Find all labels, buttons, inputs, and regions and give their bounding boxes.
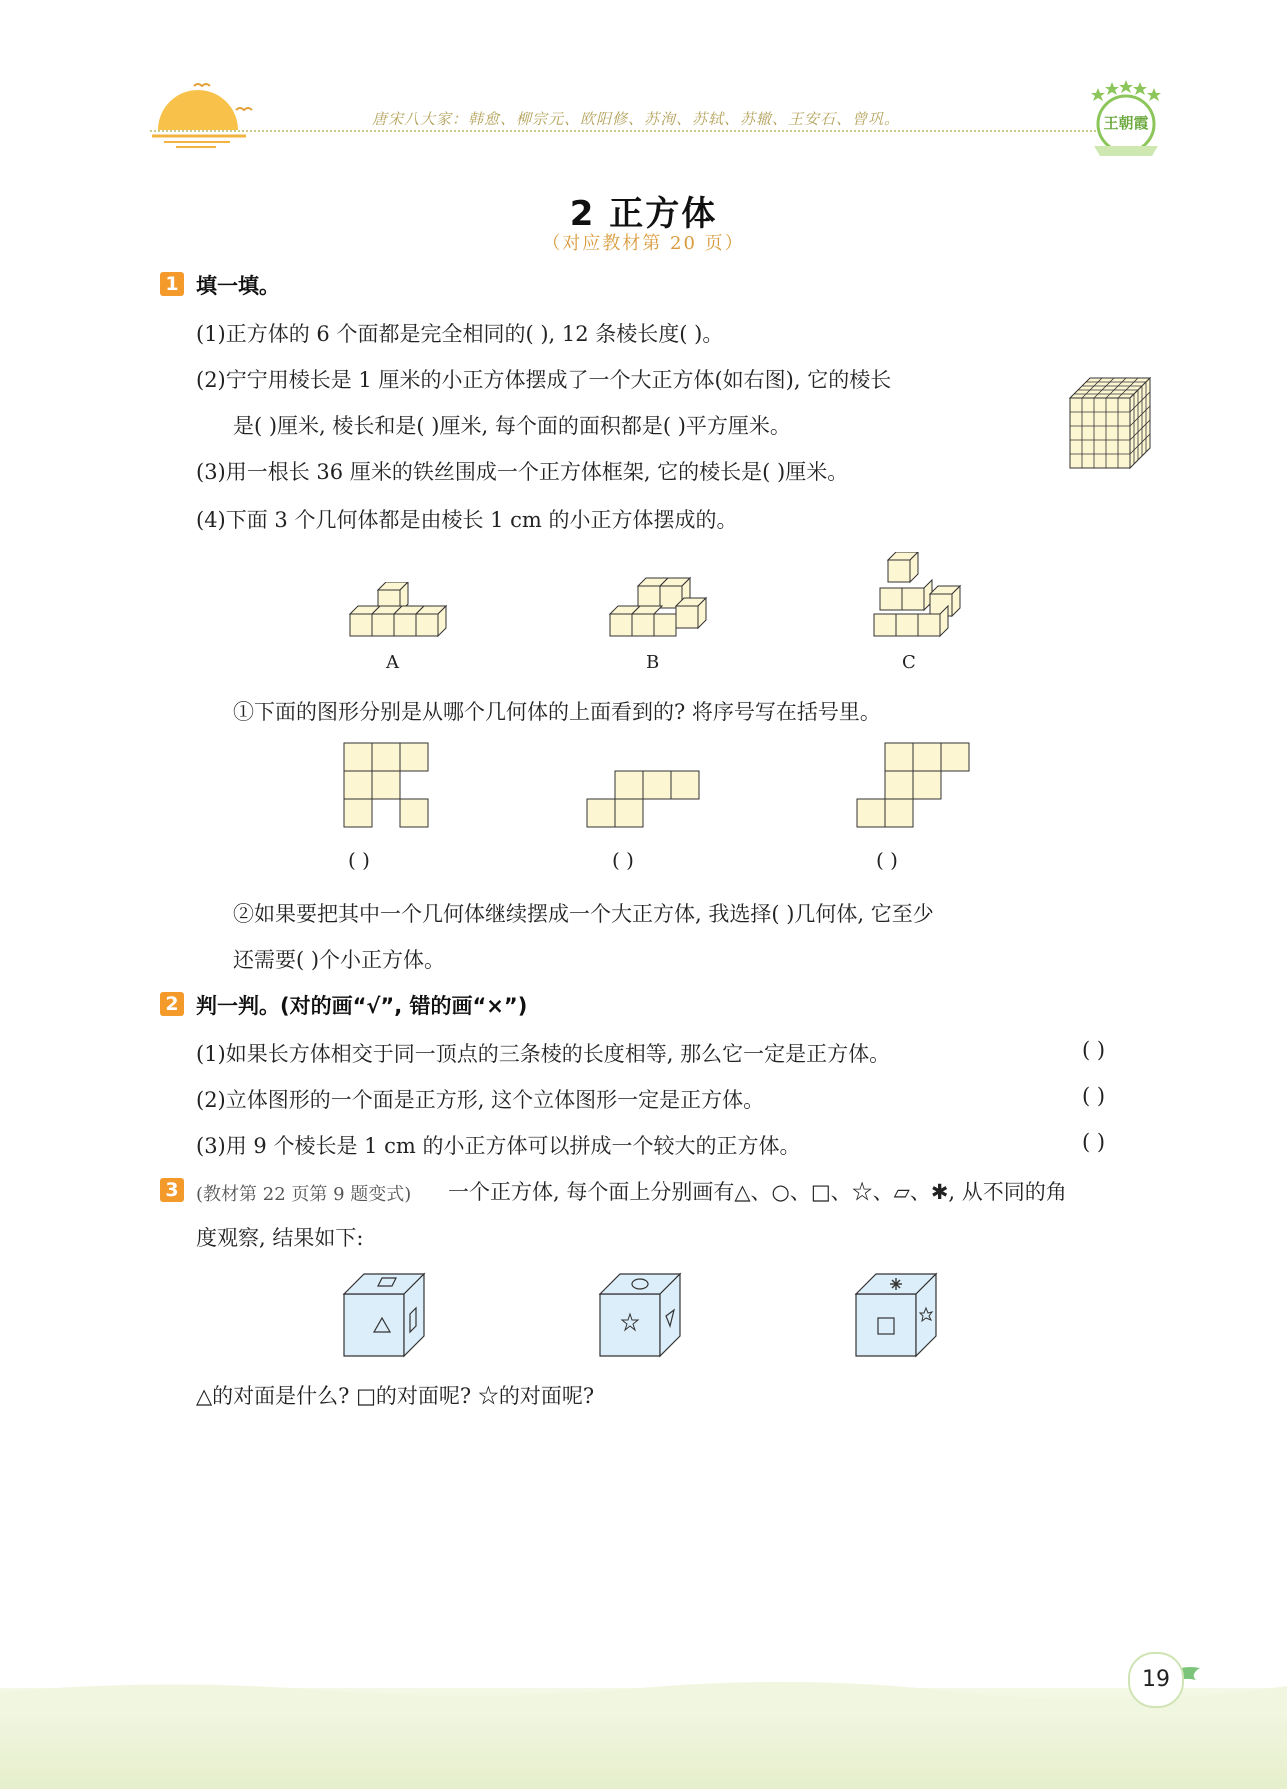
big-cube-figure [1068,376,1154,470]
s1-line-1: (1)正方体的 6 个面都是完全相同的( ), 12 条棱长度( )。 [196,322,724,346]
s2-item-1: (1)如果长方体相交于同一顶点的三条棱的长度相等, 那么它一定是正方体。 [196,1042,891,1066]
s1-line-3: 是( )厘米, 棱长和是( )厘米, 每个面的面积都是( )平方厘米。 [233,414,791,438]
top-view-3 [855,741,975,831]
section-2-badge: 2 [160,992,184,1016]
s1-line-5: (4)下面 3 个几何体都是由棱长 1 cm 的小正方体摆成的。 [196,508,738,532]
view-3-answer[interactable]: ( ) [876,848,898,872]
s1-sub-1: ①下面的图形分别是从哪个几何体的上面看到的? 将序号写在括号里。 [233,700,881,724]
s2-item-3-answer[interactable]: ( ) [1082,1130,1106,1154]
dice-view-2 [598,1272,688,1358]
dice-view-3 [854,1272,944,1358]
page-number: 19 [1128,1652,1184,1708]
top-view-2 [585,769,705,831]
solid-a-label: A [386,652,399,673]
s1-sub-2-line-1: ②如果要把其中一个几何体继续摆成一个大正方体, 我选择( )几何体, 它至少 [233,902,934,926]
section-1-title: 填一填。 [196,274,280,298]
page-subtitle: （对应教材第 20 页） [542,233,745,254]
top-view-1 [342,741,432,831]
section-2-title: 判一判。(对的画“√”, 错的画“×”) [196,994,528,1018]
s3-question: △的对面是什么? □的对面呢? ☆的对面呢? [196,1384,595,1408]
view-1-answer[interactable]: ( ) [348,848,370,872]
solid-c-figure [872,552,968,644]
s2-item-2-answer[interactable]: ( ) [1082,1084,1106,1108]
section-3-source: (教材第 22 页第 9 题变式) [196,1184,412,1205]
s3-line-1: 一个正方体, 每个面上分别画有△、○、□、☆、▱、✱, 从不同的角 [448,1180,1067,1204]
section-3-badge: 3 [160,1178,184,1202]
solid-a-figure [348,582,456,644]
s1-sub-2-line-2: 还需要( )个小正方体。 [233,948,446,972]
section-1-badge: 1 [160,272,184,296]
header-motto: 唐宋八大家：韩愈、柳宗元、欧阳修、苏洵、苏轼、苏辙、王安石、曾巩。 [372,110,901,128]
s2-item-1-answer[interactable]: ( ) [1082,1038,1106,1062]
dice-view-1 [342,1272,432,1358]
s2-item-3: (3)用 9 个棱长是 1 cm 的小正方体可以拼成一个较大的正方体。 [196,1134,801,1158]
solid-b-label: B [646,652,660,673]
brand-logo-text: 王朝霞 [1103,114,1149,132]
page-title: 2 正方体 [569,194,718,234]
s3-line-2: 度观察, 结果如下: [196,1226,364,1250]
s1-line-4: (3)用一根长 36 厘米的铁丝围成一个正方体框架, 它的棱长是( )厘米。 [196,460,849,484]
view-2-answer[interactable]: ( ) [612,848,634,872]
solid-b-figure [608,576,724,644]
s2-item-2: (2)立体图形的一个面是正方形, 这个立体图形一定是正方体。 [196,1088,765,1112]
s1-line-2: (2)宁宁用棱长是 1 厘米的小正方体摆成了一个大正方体(如右图), 它的棱长 [196,368,892,392]
sunset-icon [150,80,260,152]
footer-wave [0,1670,1287,1710]
header-divider [150,130,1100,132]
solid-c-label: C [902,652,916,673]
